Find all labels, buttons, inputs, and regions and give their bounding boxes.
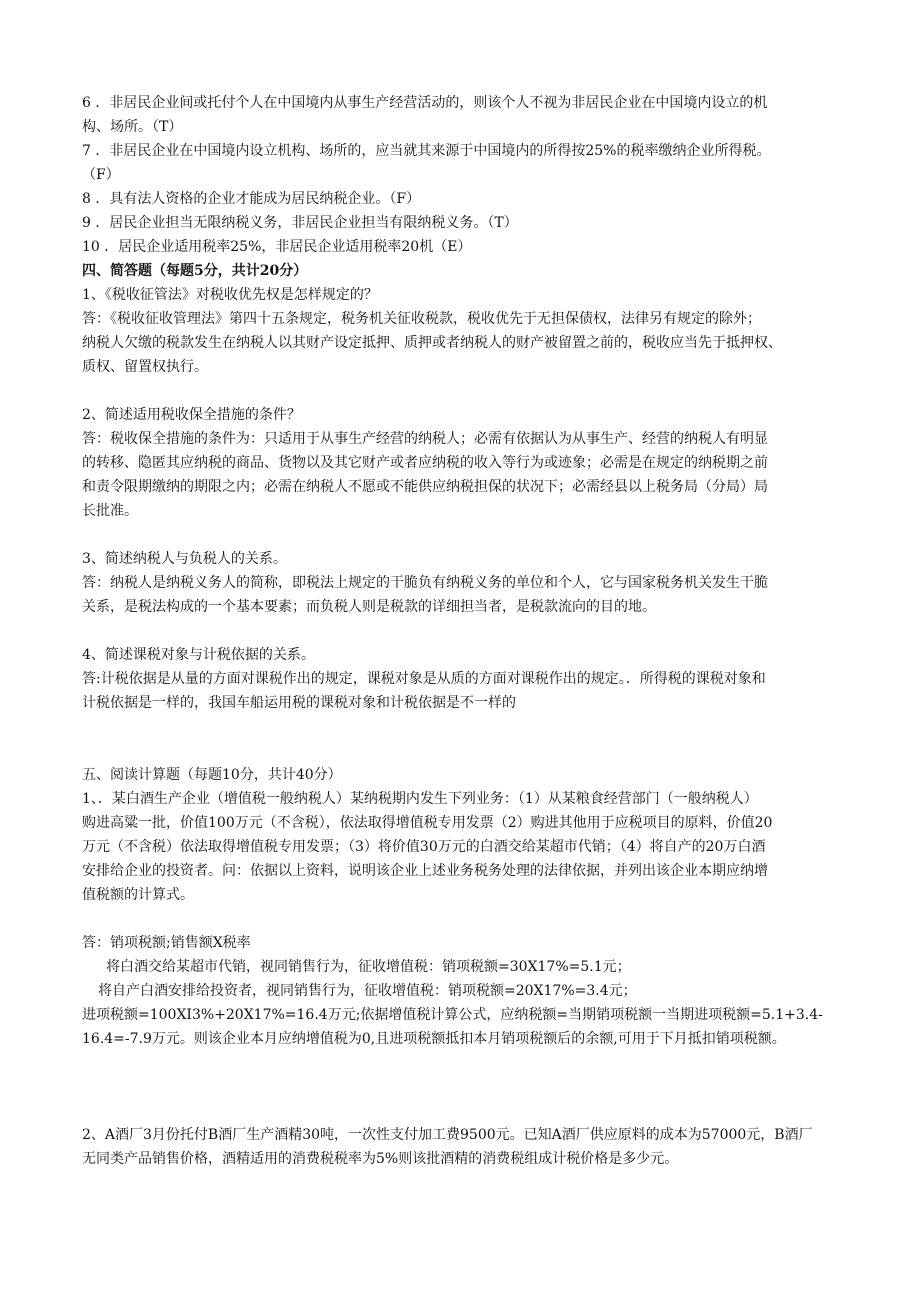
q1-answer-line-3: 质权、留置权执行。	[82, 359, 208, 375]
c1-question-line-3: 万元（不含税）依法取得增值税专用发票；（3）将价值30万元的白酒交给某超市代销；（4）将自产的20万白酒	[82, 839, 766, 855]
c2-question-line-1: 2、A酒厂3月份托付B酒厂生产酒精30吨，一次性支付加工费9500元。已知A酒厂供应原料的成本为57000元，B酒厂	[82, 1127, 813, 1143]
q2-answer-line-1: 答：税收保全措施的条件为：只适用于从事生产经营的纳税人；必需有依据认为从事生产、经营的纳税人有明显	[82, 431, 768, 447]
section-5-title: 五、阅读计算题（每题10分，共计40分）	[82, 767, 342, 783]
c1-answer-line-2: 将白酒交给某超市代销，视同销售行为，征收增值税：销项税额=30X17%=5.1元；	[106, 959, 631, 975]
c1-question-line-4: 安排给企业的投资者。问：依据以上资料，说明该企业上述业务税务处理的法律依据，并列出该企业本期应纳增	[82, 863, 768, 879]
q2-question: 2、简述适用税收保全措施的条件？	[82, 407, 301, 423]
c1-answer-line-3: 将自产白酒安排给投资者，视同销售行为，征收增值税：销项税额=20X17%=3.4元；	[98, 983, 637, 999]
q3-answer-line-2: 关系，是税法构成的一个基本要素；而负税人则是税款的详细担当者，是税款流向的目的地。	[82, 599, 656, 615]
q2-answer-line-2: 的转移、隐匿其应纳税的商品、货物以及其它财产或者应纳税的收入等行为或迹象；必需是在规定的纳税期之前	[82, 455, 768, 471]
q2-answer-line-4: 长批准。	[82, 503, 138, 519]
c1-answer-line-1: 答：销项税额;销售额X税率	[82, 935, 251, 951]
q1-question: 1、《税收征管法》对税收优先权是怎样规定的？	[82, 287, 378, 303]
q4-question: 4、简述课税对象与计税依据的关系。	[82, 647, 315, 663]
c1-answer-line-5: 16.4=-7.9万元。则该企业本月应纳增值税为0,且进项税额抵扣本月销项税额后的余额,可用于下月抵扣销项税额。	[82, 1031, 786, 1047]
c1-question-line-2: 购进高粱一批，价值100万元（不含税），依法取得增值税专用发票（2）购进其他用于应税项目的原料，价值20	[82, 815, 773, 831]
tf-item-6-line-1: 6 ．非居民企业间或托付个人在中国境内从事生产经营活动的，则该个人不视为非居民企业在中国境内设立的机	[82, 95, 768, 111]
tf-item-9: 9 ．居民企业担当无限纳税义务，非居民企业担当有限纳税义务。（T）	[82, 215, 518, 231]
c2-question-line-2: 无同类产品销售价格，酒精适用的消费税税率为5%则该批酒精的消费税组成计税价格是多少元。	[82, 1151, 679, 1167]
tf-item-7-line-1: 7 ．非居民企业在中国境内设立机构、场所的，应当就其来源于中国境内的所得按25%的税率缴纳企业所得税。	[82, 143, 771, 159]
tf-item-10: 10 ．居民企业适用税率25%，非居民企业适用税率20机（E）	[82, 239, 472, 255]
tf-item-6-line-2: 构、场所。（T）	[82, 119, 183, 135]
q1-answer-line-1: 答：《税收征收管理法》第四十五条规定，税务机关征收税款，税收优先于无担保债权，法律另有规定的除外；	[82, 311, 761, 327]
q2-answer-line-3: 和责令限期缴纳的期限之内；必需在纳税人不愿或不能供应纳税担保的状况下；必需经县以上税务局（分局）局	[82, 479, 768, 495]
c1-question-line-5: 值税额的计算式。	[82, 887, 194, 903]
c1-answer-line-4: 进项税额=100XI3%+20X17%=16.4万元;依据增值税计算公式，应纳税额=当期销项税额一当期进项税额=5.1+3.4-	[82, 1007, 823, 1023]
q3-question: 3、简述纳税人与负税人的关系。	[82, 551, 287, 567]
section-4-title: 四、简答题（每题5分，共计20分）	[82, 263, 308, 279]
tf-item-8: 8 ．具有法人资格的企业才能成为居民纳税企业。（F）	[82, 191, 421, 207]
tf-item-7-line-2: （F）	[82, 167, 120, 183]
q4-answer-line-1: 答:计税依据是从量的方面对课税作出的规定，课税对象是从质的方面对课税作出的规定。．所得税的课税对象和	[82, 671, 766, 687]
q4-answer-line-2: 计税依据是一样的，我国车船运用税的课税对象和计税依据是不一样的	[82, 695, 516, 711]
q1-answer-line-2: 纳税人欠缴的税款发生在纳税人以其财产设定抵押、质押或者纳税人的财产被留置之前的，税收应当先于抵押权、	[82, 335, 782, 351]
q3-answer-line-1: 答：纳税人是纳税义务人的简称，即税法上规定的干脆负有纳税义务的单位和个人，它与国家税务机关发生干脆	[82, 575, 768, 591]
c1-question-line-1: 1、．某白酒生产企业（增值税一般纳税人）某纳税期内发生下列业务：（1）从某粮食经营部门（一般纳税人）	[82, 791, 758, 807]
